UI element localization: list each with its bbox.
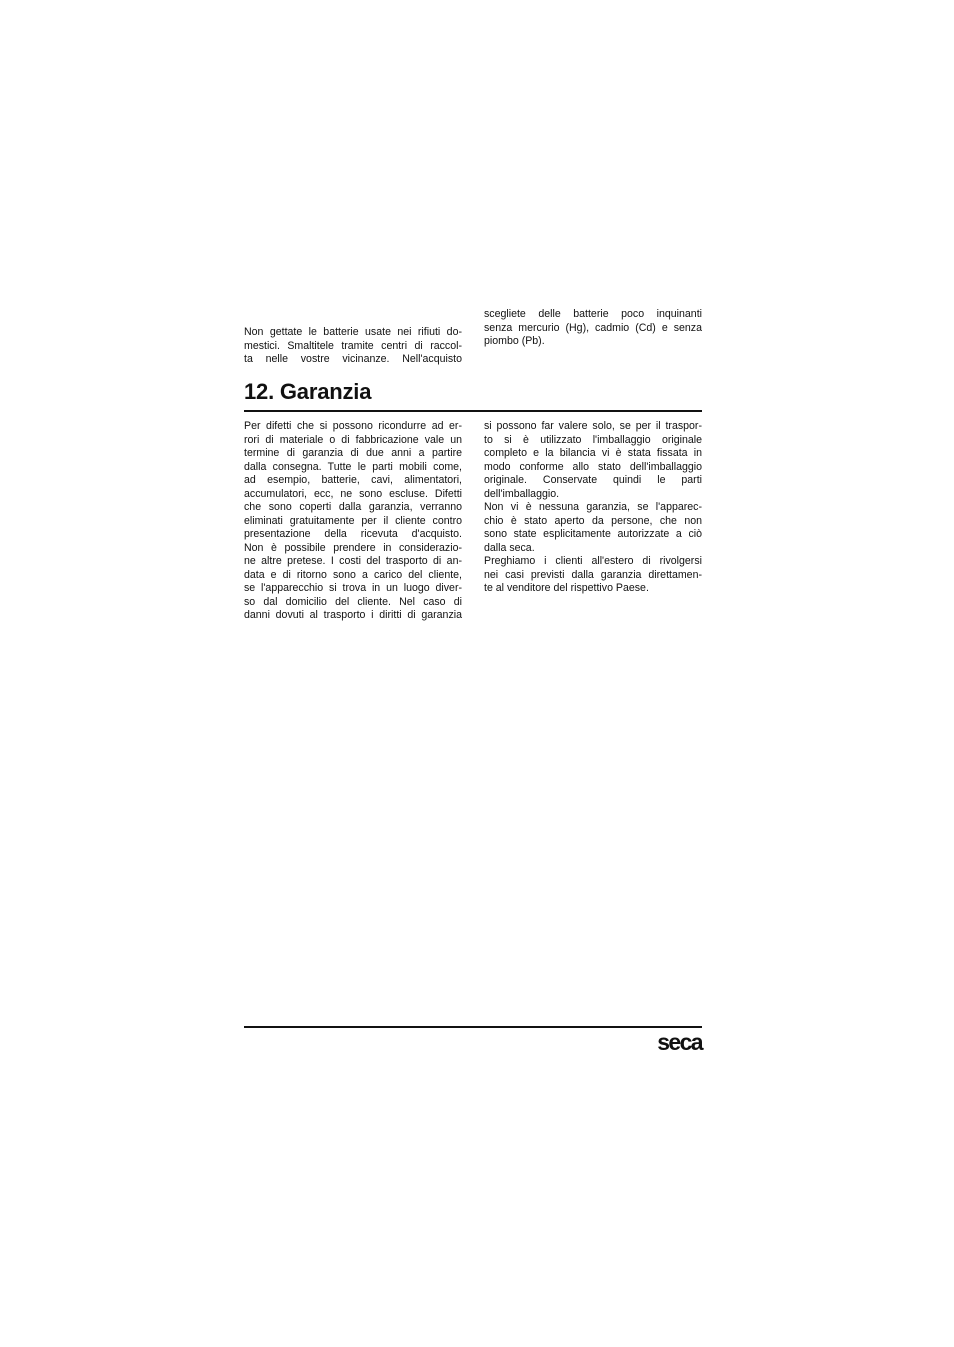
text-line: dell'imballaggio.	[484, 487, 560, 500]
text-line: piombo (Pb).	[484, 335, 545, 347]
warranty-text-right	[484, 420, 702, 596]
paragraph-no-warranty	[484, 501, 702, 555]
text-line: sono state esplicitamente autorizzate a ciò	[484, 528, 702, 540]
text-line: ta nelle vostre vicinanze. Nell'acquisto	[244, 353, 462, 365]
text-line: termine di garanzia di due anni a partire	[244, 447, 462, 459]
text-line: presentazione della ricevuta d'acquisto.	[244, 528, 462, 540]
battery-text-right	[484, 308, 702, 349]
text-line: che sono coperti dalla garanzia, verranno	[244, 501, 462, 513]
text-line: mestici. Smaltitele tramite centri di raccol-	[244, 339, 462, 352]
text-line: ad esempio, batterie, cavi, alimentatori,	[244, 474, 462, 486]
text-line: senza mercurio (Hg), cadmio (Cd) e senza	[484, 321, 702, 334]
text-line: to si è utilizzato l'imballaggio originale	[484, 433, 702, 446]
text-line: te al venditore del rispettivo Paese.	[484, 582, 649, 594]
text-line: Non gettate le batterie usate nei rifiuti do-	[244, 326, 462, 338]
text-line: rori di materiale o di fabbricazione vale un	[244, 433, 462, 446]
text-line: Per difetti che si possono ricondurre ad er-	[244, 420, 462, 432]
text-line: nei casi previsti dalla garanzia direttamen-	[484, 568, 702, 581]
footer-divider	[244, 1026, 702, 1028]
text-line: si possono far valere solo, se per il traspor-	[484, 420, 702, 432]
text-line: data e di ritorno sono a carico del cliente,	[244, 568, 462, 581]
text-line: Non vi è nessuna garanzia, se l'apparec-	[484, 501, 702, 513]
text-line: dalla seca.	[484, 541, 535, 554]
battery-text-left	[244, 326, 462, 367]
text-line: se l'apparecchio si trova in un luogo diver-	[244, 582, 462, 594]
text-line: danni dovuti al trasporto i diritti di garanzia	[244, 609, 462, 621]
text-line: modo conforme allo stato dell'imballaggio	[484, 460, 702, 473]
text-line: Preghiamo i clienti all'estero di rivolgersi	[484, 555, 702, 567]
title-divider	[244, 410, 702, 412]
paragraph-transport	[484, 420, 702, 501]
warranty-text-left	[244, 420, 462, 623]
section-title: 12. Garanzia	[244, 379, 372, 404]
text-line: Non è possibile prendere in considerazio-	[244, 541, 462, 554]
text-line: ne altre pretese. I costi del trasporto di an-	[244, 555, 462, 567]
text-line: so dal domicilio del cliente. Nel caso di	[244, 595, 462, 608]
text-line: completo e la bilancia vi è stata fissata in	[484, 447, 702, 459]
text-line: dalla consegna. Tutte le parti mobili come,	[244, 460, 462, 473]
text-line: scegliete delle batterie poco inquinanti	[484, 308, 702, 320]
text-line: eliminati gratuitamente per il cliente contro	[244, 514, 462, 527]
text-line: chio è stato aperto da persone, che non	[484, 514, 702, 527]
text-line: accumulatori, ecc, ne sono escluse. Difetti	[244, 487, 462, 500]
paragraph-foreign-clients	[484, 555, 702, 596]
brand-logo: seca	[657, 1029, 702, 1055]
text-line: originale. Conservate quindi le parti	[484, 474, 702, 486]
